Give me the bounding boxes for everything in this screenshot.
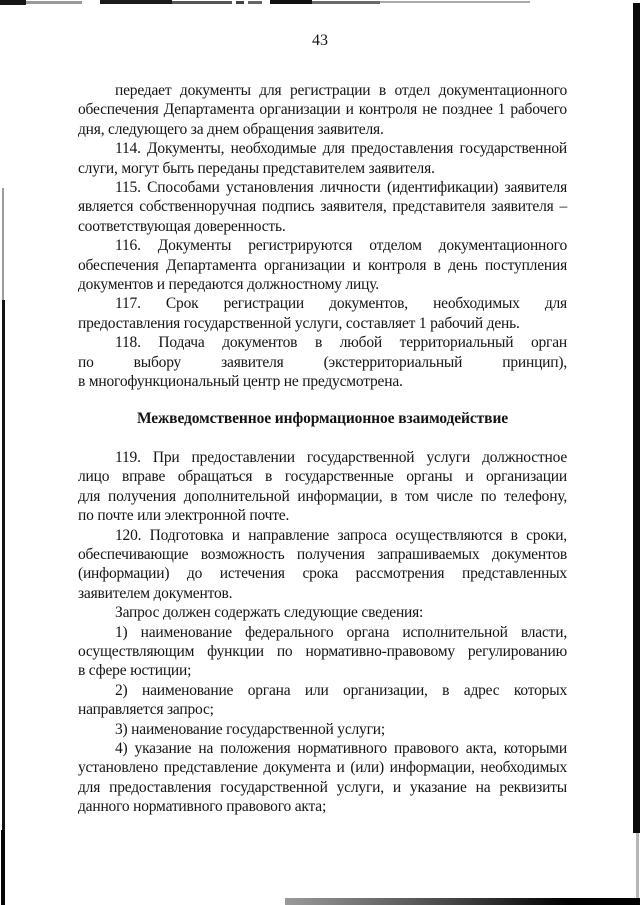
text-line: 120. Подготовка и направление запроса осуществляются в сроки, — [115, 526, 567, 544]
scan-artifact-top-bar — [236, 1, 244, 4]
paragraph — [78, 333, 567, 391]
scan-artifact-right-bar-tail — [636, 833, 639, 899]
text-line: 2) наименование органа или организации, в адрес которых — [115, 681, 567, 699]
paragraph — [78, 81, 567, 139]
text-column — [78, 81, 567, 817]
text-line: 114. Документы, необходимые для предоставления государственной — [115, 140, 567, 158]
paragraph — [78, 603, 567, 622]
text-line: 4) указание на положения нормативного правового акта, которыми — [115, 740, 567, 757]
scan-artifact-top-bar — [0, 0, 26, 5]
scan-artifact-bottom-bar — [285, 898, 640, 905]
text-line: установлено представление документа и (или) информации, необходимых — [78, 759, 567, 777]
text-line: направляется запрос; — [78, 701, 214, 719]
text-line: обеспечивающие возможность получения запрашиваемых документов — [78, 545, 567, 563]
text-line: является собственноручная подпись заявителя, представителя заявителя – — [78, 198, 567, 216]
text-line: обеспечения Департамента организации и контроля не позднее 1 рабочего — [78, 101, 567, 119]
paragraph — [78, 526, 567, 604]
scan-artifact-top-bar — [172, 1, 232, 4]
text-line: слуги, могут быть переданы представителем заявителя. — [78, 159, 435, 177]
section-heading: Межведомственное информационное взаимодействие — [136, 409, 509, 427]
text-line: осуществляющим функции по нормативно-правовому регулированию — [78, 642, 567, 660]
text-line: в сфере юстиции; — [78, 662, 192, 680]
text-line: 115. Способами установления личности (идентификации) заявителя — [115, 179, 567, 197]
text-line: 116. Документы регистрируются отделом документационного — [115, 237, 567, 255]
paragraph — [78, 178, 567, 236]
text-line: предоставления государственной услуги, составляет 1 рабочий день. — [78, 314, 520, 332]
text-line: дня, следующего за днем обращения заявителя. — [78, 120, 384, 138]
scan-artifact-right-bar — [633, 3, 640, 833]
text-line: лицо вправе обращаться в государственные органы и организации — [78, 468, 567, 486]
paragraph — [78, 623, 567, 681]
scan-artifact-top-bar — [248, 1, 262, 4]
text-line: Запрос должен содержать следующие сведения: — [115, 604, 424, 622]
text-line: передает документы для регистрации в отдел документационного — [115, 82, 567, 99]
scan-artifact-left-line — [2, 188, 4, 300]
paragraph — [78, 236, 567, 294]
text-line: для предоставления государственной услуги, и указание на реквизиты — [78, 778, 567, 796]
text-line: обеспечения Департамента организации и контроля в день поступления — [78, 256, 567, 274]
text-line: (информации) до истечения срока рассмотрения представленных — [78, 565, 567, 583]
text-line: для получения дополнительной информации, в том числе по телефону, — [78, 487, 567, 505]
text-line: 3) наименование государственной услуги; — [115, 720, 385, 738]
text-line: данного нормативного правового акта; — [78, 798, 327, 816]
text-line: документов и передаются должностному лицу. — [78, 276, 379, 294]
text-line: заявителем документов. — [78, 584, 233, 602]
paragraph — [78, 448, 567, 526]
scan-artifact-top-bar — [100, 0, 172, 4]
paragraph — [78, 681, 567, 720]
paragraph — [78, 720, 567, 739]
scan-artifact-top-bar — [26, 1, 82, 4]
text-line: в многофункциональный центр не предусмотрена. — [78, 373, 403, 391]
scan-artifact-left-line — [1, 830, 5, 905]
scan-artifact-top-bar — [380, 1, 530, 3]
text-line: по выбору заявителя (экстерриториальный принцип), — [78, 353, 567, 371]
text-line: соответствующая доверенность. — [78, 217, 286, 235]
paragraph — [78, 739, 567, 817]
text-line: 117. Срок регистрации документов, необходимых для — [115, 295, 567, 313]
page-number: 43 — [312, 32, 328, 49]
text-line: 118. Подача документов в любой территориальный орган — [115, 334, 567, 352]
paragraph — [78, 139, 567, 178]
text-line: по почте или электронной почте. — [78, 507, 290, 525]
scan-artifact-top-bar — [270, 0, 312, 4]
paragraph — [78, 294, 567, 333]
scan-artifact-left-line — [2, 300, 5, 830]
text-line: 119. При предоставлении государственной услуги должностное — [115, 448, 567, 466]
scan-artifact-top-bar — [312, 1, 380, 4]
text-line: 1) наименование федерального органа исполнительной власти, — [115, 623, 567, 641]
